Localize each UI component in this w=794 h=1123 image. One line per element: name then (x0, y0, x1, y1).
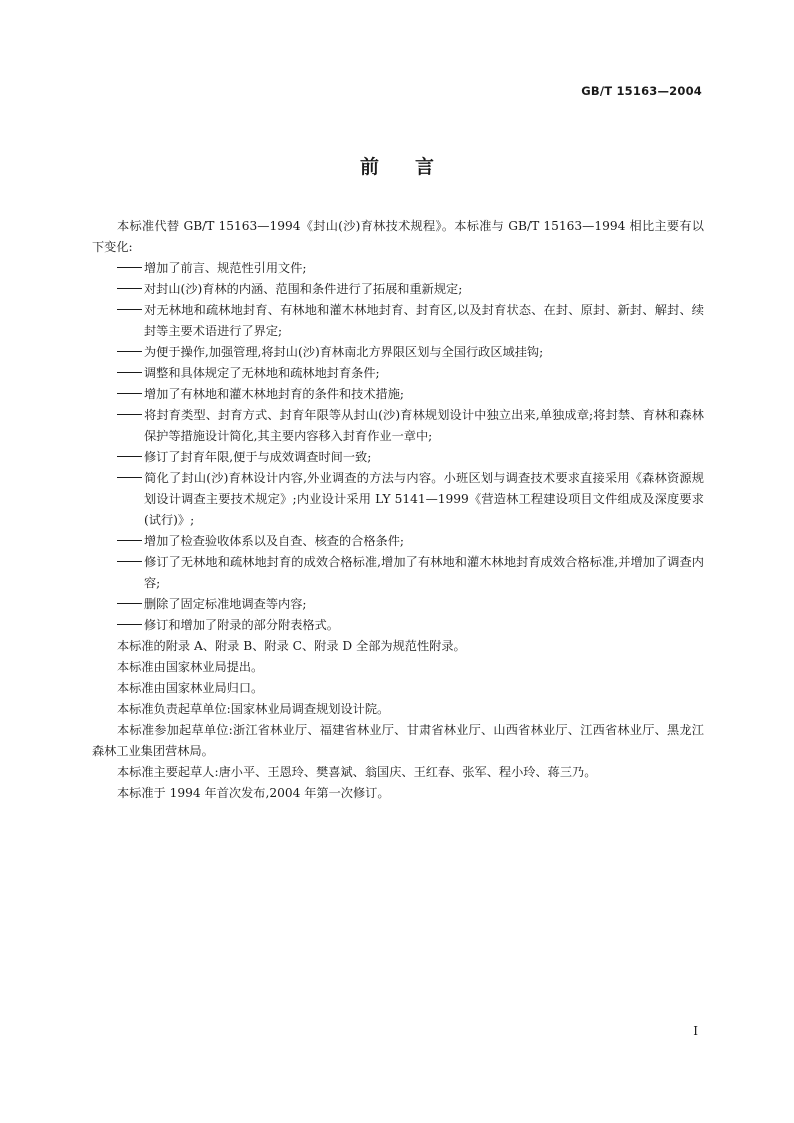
standard-code: GB/T 15163—2004 (581, 84, 702, 98)
change-item (92, 342, 704, 363)
change-item-text: 增加了检查验收体系以及自查、核查的合格条件; (144, 534, 405, 548)
change-item (92, 594, 704, 615)
change-item (92, 531, 704, 552)
change-item (92, 447, 704, 468)
dash-marker (117, 279, 144, 300)
change-item (92, 552, 704, 594)
appendix-statement: 本标准的附录 A、附录 B、附录 C、附录 D 全部为规范性附录。 (117, 639, 466, 653)
change-item (92, 405, 704, 447)
dash-marker (117, 363, 144, 384)
administrator-statement: 本标准由国家林业局归口。 (117, 681, 264, 695)
foreword-body (92, 216, 704, 804)
change-item-text: 简化了封山(沙)育林设计内容,外业调查的方法与内容。小班区划与调查技术要求直接采用《森林资源规划设计调查主要技术规定》;内业设计采用 LY 5141—1999《营造林工程建设项目文件组成及深度要求(试行)》; (144, 471, 704, 527)
change-item (92, 384, 704, 405)
change-item-text: 删除了固定标准地调查等内容; (144, 597, 307, 611)
proposer-statement: 本标准由国家林业局提出。 (117, 660, 264, 674)
dash-marker (117, 594, 144, 615)
change-item (92, 468, 704, 531)
dash-marker (117, 615, 144, 636)
dash-marker (117, 384, 144, 405)
page-number: I (693, 1024, 698, 1038)
participating-units-statement: 本标准参加起草单位:浙江省林业厅、福建省林业厅、甘肃省林业厅、山西省林业厅、江西省林业厅、黑龙江森林工业集团营林局。 (92, 723, 704, 758)
change-item-text: 修订了无林地和疏林地封育的成效合格标准,增加了有林地和灌木林地封育成效合格标准,并增加了调查内容; (144, 555, 704, 590)
dash-marker (117, 468, 144, 489)
change-item (92, 279, 704, 300)
dash-marker (117, 447, 144, 468)
dash-marker (117, 405, 144, 426)
page-title: 前言 (359, 156, 470, 178)
dash-marker (117, 300, 144, 321)
drafters-statement: 本标准主要起草人:唐小平、王恩玲、樊喜斌、翁国庆、王红春、张军、程小玲、蒋三乃。 (117, 765, 597, 779)
drafting-unit-statement: 本标准负责起草单位:国家林业局调查规划设计院。 (117, 702, 390, 716)
change-item (92, 300, 704, 342)
change-item-text: 对无林地和疏林地封育、有林地和灌木林地封育、封育区,以及封育状态、在封、原封、新封、解封、续封等主要术语进行了界定; (144, 303, 704, 338)
change-item (92, 363, 704, 384)
change-item-text: 对封山(沙)育林的内涵、范围和条件进行了拓展和重新规定; (144, 282, 463, 296)
dash-marker (117, 258, 144, 279)
change-item-text: 为便于操作,加强管理,将封山(沙)育林南北方界限区划与全国行政区域挂钩; (144, 345, 544, 359)
change-item-text: 增加了有林地和灌木林地封育的条件和技术措施; (144, 387, 405, 401)
change-item-text: 增加了前言、规范性引用文件; (144, 261, 307, 275)
dash-marker (117, 342, 144, 363)
change-item-text: 修订和增加了附录的部分附表格式。 (144, 618, 339, 632)
change-item-text: 修订了封育年限,便于与成效调查时间一致; (144, 450, 372, 464)
release-history-statement: 本标准于 1994 年首次发布,2004 年第一次修订。 (117, 786, 390, 800)
change-item-text: 调整和具体规定了无林地和疏林地封育条件; (144, 366, 380, 380)
dash-marker (117, 552, 144, 573)
change-item-text: 将封育类型、封育方式、封育年限等从封山(沙)育林规划设计中独立出来,单独成章;将封禁、育林和森林保护等措施设计简化,其主要内容移入封育作业一章中; (144, 408, 704, 443)
intro-paragraph: 本标准代替 GB/T 15163—1994《封山(沙)育林技术规程》。本标准与 GB/T 15163—1994 相比主要有以下变化: (92, 219, 704, 254)
dash-marker (117, 531, 144, 552)
change-item (92, 615, 704, 636)
change-item (92, 258, 704, 279)
